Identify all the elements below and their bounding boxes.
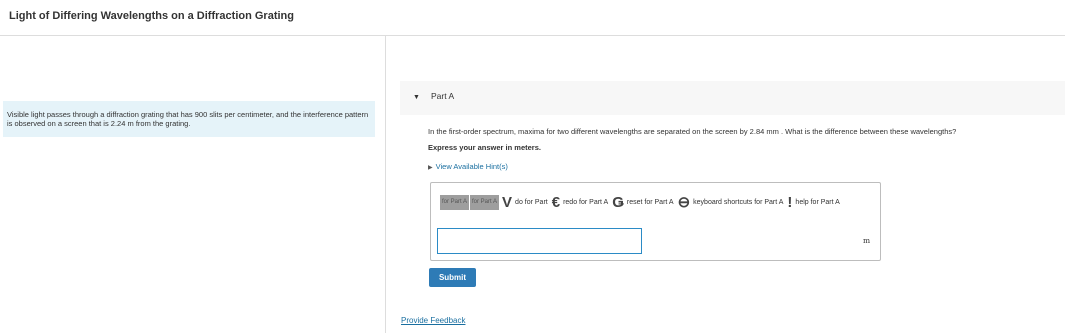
help-icon[interactable]: ǃ	[787, 193, 793, 211]
page-title: Light of Differing Wavelengths on a Diffraction Grating	[9, 10, 294, 22]
expand-triangle-icon: ▶	[428, 165, 433, 171]
math-toolbar	[440, 193, 842, 211]
redo-icon[interactable]: Ǥ	[612, 193, 624, 211]
part-header[interactable]	[400, 81, 1065, 115]
template-button[interactable]: for Part A	[440, 195, 469, 210]
question-text: In the first-order spectrum, maxima for two different wavelengths are separated on the screen by 2.84 mm . What is the difference between these wavelengths?	[428, 127, 957, 136]
header-divider	[0, 35, 1065, 36]
view-hints-link[interactable]	[428, 162, 508, 171]
answer-instruction: Express your answer in meters.	[428, 143, 541, 152]
problem-text: Visible light passes through a diffraction grating that has 900 slits per centimeter, and the interference pattern is observed on a screen that is 2.24 m from the grating.	[7, 110, 369, 128]
part-label[interactable]: Part A	[431, 91, 455, 101]
undo-icon[interactable]: €	[551, 193, 561, 211]
undo-button[interactable]: do for Part	[515, 198, 548, 206]
answer-unit: m	[863, 236, 871, 245]
view-hints-label: View Available Hint(s)	[435, 162, 508, 171]
provide-feedback-link[interactable]: Provide Feedback	[401, 316, 466, 325]
keyboard-shortcuts-button[interactable]: keyboard shortcuts for Part A	[693, 198, 784, 206]
help-button[interactable]: help for Part A	[795, 198, 840, 206]
reset-icon[interactable]: ⊖	[677, 194, 691, 211]
answer-input[interactable]	[437, 228, 642, 254]
reset-button[interactable]: reset for Part A	[626, 198, 674, 206]
redo-button[interactable]: redo for Part A	[563, 198, 609, 206]
collapse-caret-icon[interactable]: ▼	[413, 94, 420, 101]
submit-button[interactable]: Submit	[429, 268, 476, 287]
column-divider	[385, 35, 386, 333]
symbols-button[interactable]: for Part A	[470, 195, 499, 210]
problem-statement	[3, 101, 375, 137]
check-icon: V	[502, 193, 513, 211]
